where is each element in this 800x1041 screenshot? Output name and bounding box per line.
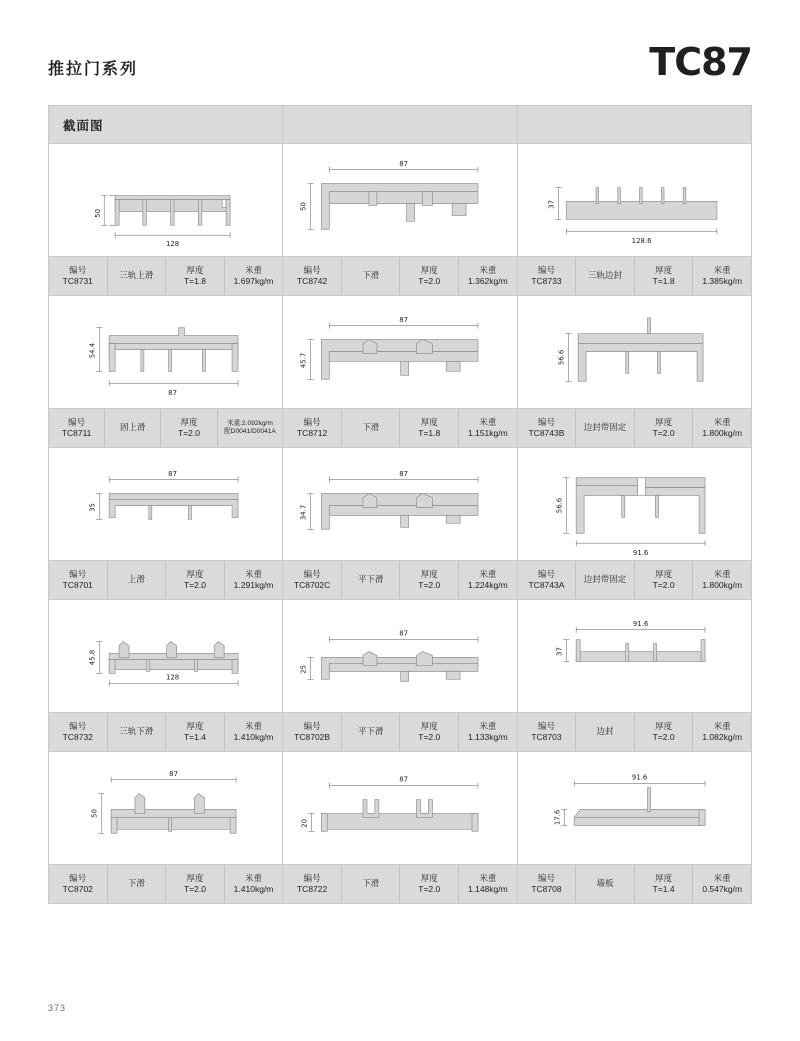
spec-weight-label: 米重	[713, 720, 731, 731]
spec-code-value: TC8703	[531, 732, 562, 742]
dim-height-tc8743b: 56.6	[556, 349, 565, 366]
spec-weight	[459, 561, 517, 599]
spec-thickness-value: T=2.0	[418, 276, 441, 286]
spec-code	[283, 865, 342, 903]
spec-name	[576, 257, 635, 295]
spec-code	[518, 713, 577, 751]
dim-height-tc8743a: 56.6	[554, 497, 563, 514]
spec-thickness-value: T=1.4	[183, 732, 206, 742]
spec-weight-label: 米重	[479, 264, 497, 275]
spec-name	[342, 409, 401, 447]
drawing-tc8702c	[283, 448, 517, 561]
spec-weight	[459, 257, 517, 295]
spec-thickness-value: T=1.4	[652, 884, 675, 894]
spec-name	[342, 865, 401, 903]
spec-name	[576, 865, 635, 903]
spec-weight-value: 1.082kg/m	[702, 732, 743, 742]
spec-thickness-label: 厚度	[420, 872, 438, 883]
page-title: 推拉门系列	[48, 61, 139, 78]
spec-thickness-label: 厚度	[186, 264, 204, 275]
spec-code-value: TC8722	[296, 884, 328, 894]
spec-thickness-value: T=2.0	[183, 884, 206, 894]
spec-code	[518, 561, 577, 599]
spec-name-value: 固上滑	[120, 422, 146, 433]
spec-thickness	[400, 865, 459, 903]
spec-weight-value: 1.224kg/m	[468, 580, 508, 590]
spec-weight-label: 米重	[713, 416, 731, 427]
spec-weight-label: 米重	[245, 872, 263, 883]
drawing-tc8743b	[518, 296, 752, 409]
dim-height-tc8702: 50	[90, 809, 99, 818]
dim-height-tc8701: 35	[88, 503, 97, 512]
spec-code-label: 编号	[69, 720, 87, 731]
spec-name	[342, 257, 401, 295]
dim-height-tc8742: 50	[299, 202, 308, 211]
spec-weight-value: 1.410kg/m	[233, 732, 274, 742]
spec-code-label: 编号	[537, 872, 555, 883]
spec-weight-label: 米重:2.092kg/m	[227, 419, 273, 427]
spec-row-2	[49, 409, 752, 448]
spec-name	[108, 561, 167, 599]
dim-width-tc8702b: 87	[399, 629, 409, 638]
spec-thickness-label: 厚度	[655, 720, 673, 731]
spec-weight	[459, 865, 517, 903]
spec-weight-label: 米重	[245, 568, 263, 579]
spec-weight-value: 1.291kg/m	[233, 580, 274, 590]
spec-thickness-label: 厚度	[420, 568, 438, 579]
spec-code-label: 编号	[303, 264, 321, 275]
dim-width-tc8732: 128	[165, 673, 180, 682]
profile-table	[48, 105, 752, 904]
spec-code-label: 编号	[303, 568, 321, 579]
spec-code-value: TC8702B	[294, 732, 331, 742]
spec-thickness-value: T=2.0	[418, 580, 441, 590]
dim-width-tc8702: 87	[169, 769, 178, 778]
spec-thickness	[400, 409, 459, 447]
spec-tc8732	[49, 713, 283, 752]
dim-width-tc8722: 87	[399, 775, 409, 784]
spec-weight	[225, 713, 283, 751]
spec-name	[576, 409, 635, 447]
spec-tc8711	[49, 409, 283, 448]
spec-thickness-value: T=2.0	[652, 580, 675, 590]
drawing-tc8722	[283, 752, 517, 865]
spec-code-label: 编号	[537, 568, 555, 579]
spec-tc8702	[49, 865, 283, 904]
dim-width-tc8702c: 87	[399, 469, 409, 478]
spec-row-3	[49, 561, 752, 600]
spec-code-label: 编号	[69, 264, 87, 275]
spec-code	[49, 257, 108, 295]
spec-code-label: 编号	[303, 720, 321, 731]
drawing-tc8733	[518, 144, 752, 257]
spec-name-value: 平下滑	[357, 726, 384, 737]
spec-name-value: 下滑	[362, 878, 380, 889]
dim-height-tc8733: 37	[547, 200, 556, 209]
banner-label: 截面图	[63, 118, 104, 133]
spec-thickness	[400, 257, 459, 295]
drawing-tc8703	[518, 600, 752, 713]
spec-thickness	[400, 561, 459, 599]
drawing-row-3	[49, 448, 752, 561]
spec-code	[283, 561, 342, 599]
spec-weight-value: 1.362kg/m	[468, 276, 508, 286]
spec-code-label: 编号	[537, 416, 555, 427]
spec-code-label: 编号	[69, 872, 87, 883]
spec-code-value: TC8702C	[293, 580, 331, 590]
spec-code-value: TC8731	[62, 276, 93, 286]
spec-row-1	[49, 257, 752, 296]
spec-name-value: 下滑	[127, 878, 145, 889]
spec-name	[342, 561, 401, 599]
dim-width-tc8703: 91.6	[632, 619, 648, 628]
spec-thickness-label: 厚度	[655, 872, 673, 883]
spec-weight-label: 米重	[713, 568, 731, 579]
spec-code-label: 编号	[537, 720, 555, 731]
dim-height-tc8703: 37	[554, 647, 563, 656]
spec-weight-value: 1.410kg/m	[233, 884, 274, 894]
spec-weight-label: 米重	[479, 872, 497, 883]
spec-name-value: 下滑	[362, 270, 380, 281]
spec-name	[108, 865, 167, 903]
spec-code-value: TC8702	[62, 884, 93, 894]
spec-weight-value: 1.800kg/m	[702, 580, 743, 590]
dim-width-tc8733: 128.6	[631, 237, 652, 246]
spec-weight-value: 1.151kg/m	[468, 428, 508, 438]
spec-code	[283, 409, 342, 447]
spec-thickness-value: T=2.0	[418, 732, 441, 742]
spec-thickness-value: T=2.0	[652, 428, 675, 438]
spec-thickness-value: T=1.8	[652, 276, 675, 286]
spec-name-value: 下滑	[362, 422, 380, 433]
drawing-row-5	[49, 752, 752, 865]
spec-name-value: 墙板	[596, 878, 614, 889]
dim-width-tc8701: 87	[168, 469, 178, 478]
drawing-tc8702b	[283, 600, 517, 713]
drawing-tc8742	[283, 144, 517, 257]
dim-width-tc8711: 87	[168, 389, 178, 398]
spec-thickness	[166, 257, 225, 295]
spec-weight-value: 1.133kg/m	[468, 732, 508, 742]
spec-name	[108, 257, 167, 295]
spec-thickness	[400, 713, 459, 751]
dim-height-tc8702b: 25	[299, 664, 308, 674]
spec-name	[576, 561, 635, 599]
spec-name	[105, 409, 161, 447]
drawing-tc8743a	[518, 448, 752, 561]
banner-cell-3	[518, 106, 752, 144]
spec-name-value: 三轨下滑	[119, 726, 154, 737]
spec-name-value: 边封带固定	[583, 574, 627, 585]
dim-height-tc8731: 50	[94, 208, 103, 218]
spec-name-value: 上滑	[127, 574, 145, 585]
spec-weight	[693, 713, 751, 751]
spec-row-5	[49, 865, 752, 904]
drawing-tc8708	[518, 752, 752, 865]
dim-height-tc8711: 54.4	[88, 342, 97, 359]
spec-tc8731	[49, 257, 283, 296]
spec-code	[283, 713, 342, 751]
spec-tc8701	[49, 561, 283, 600]
spec-weight-value: 1.800kg/m	[702, 428, 743, 438]
spec-tc8743b	[518, 409, 752, 448]
dim-width-tc8743a: 91.6	[632, 549, 648, 558]
dim-width-tc8708: 91.6	[631, 773, 647, 782]
dim-height-tc8708: 17.6	[552, 809, 561, 826]
spec-thickness-label: 厚度	[186, 720, 204, 731]
dim-height-tc8712: 45.7	[299, 352, 308, 369]
spec-code	[49, 713, 108, 751]
spec-name-value: 边封带固定	[583, 422, 627, 433]
spec-thickness-label: 厚度	[655, 264, 673, 275]
spec-tc8708	[518, 865, 752, 904]
spec-weight	[693, 865, 751, 903]
spec-weight-label: 米重	[479, 568, 497, 579]
spec-tc8712	[283, 409, 517, 448]
spec-thickness	[635, 561, 694, 599]
spec-weight-label: 米重	[479, 720, 497, 731]
spec-code	[283, 257, 342, 295]
spec-name-value: 三轨边封	[588, 270, 623, 281]
spec-weight	[693, 409, 751, 447]
spec-code-label: 编号	[303, 416, 321, 427]
spec-thickness-label: 厚度	[186, 568, 204, 579]
spec-thickness-label: 厚度	[420, 720, 438, 731]
spec-tc8722	[283, 865, 517, 904]
spec-thickness	[166, 713, 225, 751]
banner-cell-section	[49, 106, 283, 144]
spec-code-value: TC8743B	[528, 428, 565, 438]
spec-weight-label: 米重	[713, 872, 731, 883]
spec-thickness-label: 厚度	[655, 568, 673, 579]
spec-thickness-label: 厚度	[186, 872, 204, 883]
spec-thickness	[166, 561, 225, 599]
spec-code-label: 编号	[69, 568, 87, 579]
spec-name-value: 三轨上滑	[119, 270, 154, 281]
spec-code	[49, 865, 108, 903]
drawing-tc8731	[49, 144, 283, 257]
spec-weight-value: 1.385kg/m	[702, 276, 743, 286]
spec-weight	[225, 257, 283, 295]
dim-width-tc8742: 87	[399, 159, 409, 168]
spec-code	[49, 561, 108, 599]
spec-tc8702c	[283, 561, 517, 600]
spec-thickness	[635, 713, 694, 751]
banner-cell-2	[283, 106, 517, 144]
drawing-tc8712	[283, 296, 517, 409]
spec-weight-value: 1.697kg/m	[233, 276, 274, 286]
spec-weight-value: 0.547kg/m	[702, 884, 743, 894]
spec-code-label: 编号	[68, 416, 86, 427]
spec-code	[518, 865, 577, 903]
spec-weight	[459, 409, 517, 447]
spec-tc8742	[283, 257, 517, 296]
spec-code-value: TC8732	[62, 732, 93, 742]
spec-code	[518, 257, 577, 295]
spec-thickness	[635, 409, 694, 447]
spec-thickness	[635, 257, 694, 295]
drawing-row-1	[49, 144, 752, 257]
spec-code	[518, 409, 577, 447]
spec-code-value: TC8711	[61, 428, 92, 438]
spec-thickness-label: 厚度	[655, 416, 673, 427]
spec-weight-label: 米重	[245, 264, 263, 275]
drawing-row-2	[49, 296, 752, 409]
spec-name	[576, 713, 635, 751]
spec-code	[49, 409, 105, 447]
spec-weight	[225, 561, 283, 599]
spec-code-value: TC8701	[62, 580, 93, 590]
spec-thickness	[635, 865, 694, 903]
spec-thickness-value: T=1.8	[183, 276, 206, 286]
spec-thickness-label: 厚度	[420, 416, 438, 427]
page-header	[0, 40, 800, 94]
spec-tc8743a	[518, 561, 752, 600]
spec-tc8703	[518, 713, 752, 752]
table-banner-row	[49, 106, 752, 144]
spec-code-value: TC8708	[531, 884, 562, 894]
spec-code-value: TC8712	[296, 428, 328, 438]
spec-thickness-label: 厚度	[180, 416, 198, 427]
spec-code-label: 编号	[303, 872, 321, 883]
spec-weight	[225, 865, 283, 903]
drawing-row-4	[49, 600, 752, 713]
spec-code-value: TC8742	[296, 276, 328, 286]
spec-tc8702b	[283, 713, 517, 752]
drawing-tc8711	[49, 296, 283, 409]
spec-name	[342, 713, 401, 751]
spec-thickness-value: T=1.8	[418, 428, 441, 438]
spec-thickness-value: T=2.0	[418, 884, 441, 894]
drawing-tc8732	[49, 600, 283, 713]
spec-weight-label: 米重	[245, 720, 263, 731]
spec-thickness-value: T=2.0	[652, 732, 675, 742]
dim-height-tc8722: 20	[300, 818, 309, 828]
spec-tc8733	[518, 257, 752, 296]
spec-thickness	[166, 865, 225, 903]
drawing-tc8701	[49, 448, 283, 561]
spec-code-value: TC8743A	[528, 580, 565, 590]
spec-thickness	[161, 409, 217, 447]
spec-code-value: TC8733	[531, 276, 562, 286]
dim-height-tc8702c: 34.7	[299, 504, 308, 521]
dim-width-tc8712: 87	[399, 315, 409, 324]
spec-code-label: 编号	[537, 264, 555, 275]
spec-thickness-value: T=2.0	[177, 428, 200, 438]
spec-weight	[693, 561, 751, 599]
spec-weight	[459, 713, 517, 751]
page-number: 373	[48, 1003, 67, 1013]
spec-thickness-label: 厚度	[420, 264, 438, 275]
spec-name	[108, 713, 167, 751]
spec-name-value: 平下滑	[357, 574, 384, 585]
spec-name-value: 边封	[596, 726, 614, 737]
spec-row-4	[49, 713, 752, 752]
spec-weight-value: 配D0041/D0041A	[224, 428, 276, 435]
spec-weight	[218, 409, 283, 447]
dim-height-tc8732: 45.8	[88, 649, 97, 666]
spec-weight-label: 米重	[479, 416, 497, 427]
spec-weight-label: 米重	[713, 264, 731, 275]
spec-thickness-value: T=2.0	[183, 580, 206, 590]
spec-weight-value: 1.148kg/m	[468, 884, 508, 894]
series-code: TC87	[649, 40, 752, 84]
spec-weight	[693, 257, 751, 295]
dim-width-tc8731: 128	[165, 240, 180, 249]
drawing-tc8702	[49, 752, 283, 865]
